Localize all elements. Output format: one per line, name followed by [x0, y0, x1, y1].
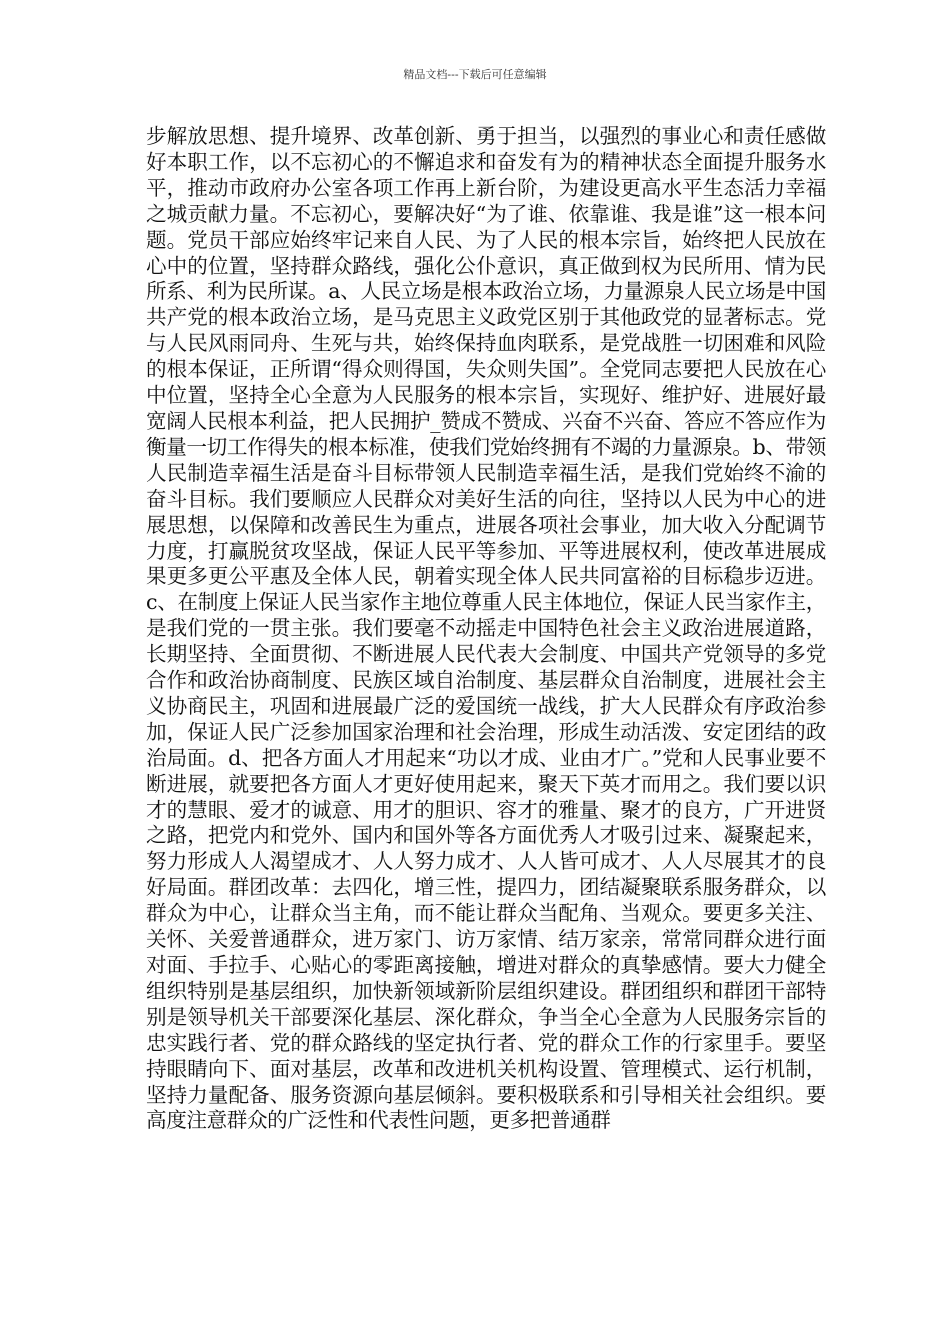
page-header: 精品文档---下载后可任意编辑 — [403, 68, 547, 81]
body-paragraph: 步解放思想、提升境界、改革创新、勇于担当，以强烈的事业心和责任感做好本职工作，以不忘初心的不懈追求和奋发有为的精神状态全面提升服务水平，推动市政府办公室各项工作再上新台阶，为建设更高水平生态活力幸福之城贡献力量。不忘初心，要解决好“为了谁、依靠谁、我是谁”这一根本问题。党员干部应始终牢记来自人民、为了人民的根本宗旨，始终把人民放在心中的位置，坚持群众路线，强化公仆意识，真正做到权为民所用、情为民所系、利为民所谋。a、人民立场是根本政治立场，力量源泉人民立场是中国共产党的根本政治立场，是马克思主义政党区别于其他政党的显著标志。党与人民风雨同舟、生死与共，始终保持血肉联系，是党战胜一切困难和风险的根本保证，正所谓“得众则得国，失众则失国”。全党同志要把人民放在心中位置，坚持全心全意为人民服务的根本宗旨，实现好、维护好、进展好最宽阔人民根本利益，把人民拥护_赞成不赞成、兴奋不兴奋、答应不答应作为衡量一切工作得失的根本标准，使我们党始终拥有不竭的力量源泉。b、带领人民制造幸福生活是奋斗目标带领人民制造幸福生活，是我们党始终不渝的奋斗目标。我们要顺应人民群众对美好生活的向往，坚持以人民为中心的进展思想，以保障和改善民生为重点，进展各项社会事业，加大收入分配调节力度，打赢脱贫攻坚战，保证人民平等参加、平等进展权利，使改革进展成果更多更公平惠及全体人民，朝着实现全体人民共同富裕的目标稳步迈进。c、在制度上保证人民当家作主地位尊重人民主体地位，保证人民当家作主，是我们党的一贯主张。我们要毫不动摇走中国特色社会主义政治进展道路，长期坚持、全面贯彻、不断进展人民代表大会制度、中国共产党领导的多党合作和政治协商制度、民族区域自治制度、基层群众自治制度，进展社会主义协商民主，巩固和进展最广泛的爱国统一战线，扩大人民群众有序政治参加，保证人民广泛参加国家治理和社会治理，形成生动活泼、安定团结的政治局面。d、把各方面人才用起来“功以才成、业由才广。”党和人民事业要不断进展，就要把各方面人才更好使用起来，聚天下英才而用之。我们要以识才的慧眼、爱才的诚意、用才的胆识、容才的雅量、聚才的良方，广开进贤之路，把党内和党外、国内和国外等各方面优秀人才吸引过来、凝聚起来，努力形成人人渴望成才、人人努力成才、人人皆可成才、人人尽展其才的良好局面。群团改革：去四化，增三性，提四力，团结凝聚联系服务群众，以群众为中心，让群众当主角，而不能让群众当配角、当观众。要更多关注、关怀、关爱普通群众，进万家门、访万家情、结万家亲，常常同群众进行面对面、手拉手、心贴心的零距离接触，增进对群众的真挚感情。要大力健全组织特别是基层组织，加快新领域新阶层组织建设。群团组织和群团干部特别是领导机关干部要深化基层、深化群众，争当全心全意为人民服务宗旨的忠实践行者、党的群众路线的坚定执行者、党的群众工作的行家里手。要坚持眼睛向下、面对基层，改革和改进机关机构设置、管理模式、运行机制，坚持力量配备、服务资源向基层倾斜。要积极联系和引导相关社会组织。要高度注意群众的广泛性和代表性问题，更多把普通群 — [146, 124, 826, 1133]
